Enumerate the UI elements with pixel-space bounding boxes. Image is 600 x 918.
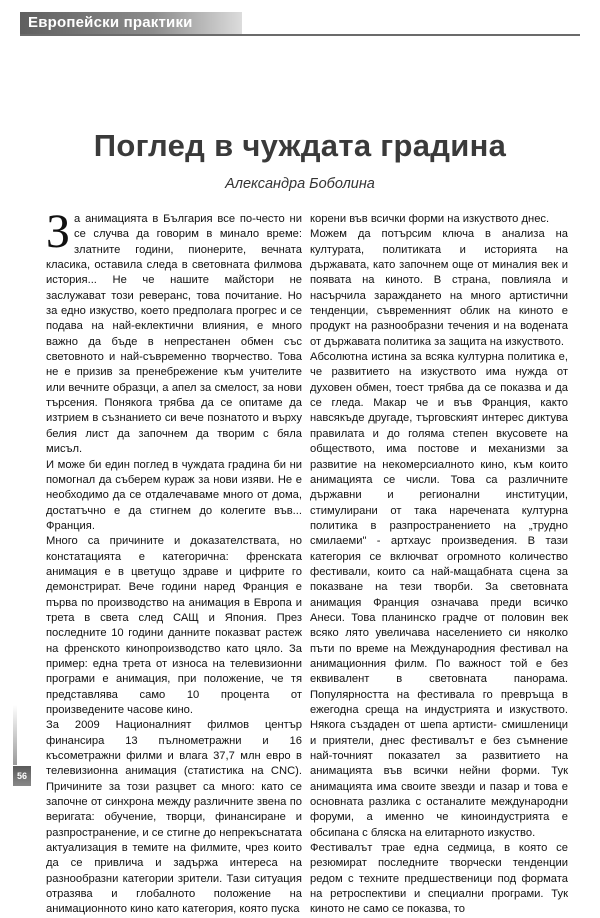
drop-cap: З	[46, 205, 71, 258]
paragraph-text: а анимацията в България все по-често ни се случва да говорим в минало време: златните години, пионерите, вечната класика, оставила следа в световната филмова история... Не че нашите майстори не заслужават този реверанс, това почитание. Но за едно изкуство, което предполага прогрес и се подава на най-еклектични влияния, е много важно да бъде в непрестанен обмен със световното и най-съвременно творчество. Това не е призив за пренебрежение към учителите или вечните образци, а апел за смелост, за нови търсения. Понякога трябва да се опитаме да изтрием в съзнанието си вече познатото и върху белия лист да започнем да творим с бяла мисъл.	[46, 213, 302, 456]
article-author: Александра Боболина	[225, 176, 375, 192]
article-title: Поглед в чуждата градина	[93, 128, 507, 163]
paragraph: Можем да потърсим ключа в анализа на културата, политиката и историята на държавата, като започнем още от миналия век и появата на киното. В страна, повлияла и насърчила зараждането на много артистични тенденции, съвременният облик на киното е продукт на разнообразни течения и на водената от държавата политика за защита на изкуството.	[310, 228, 568, 348]
section-header	[20, 12, 242, 34]
paragraph: И може би един поглед в чуждата градина би ни помогнал да съберем кураж за нови изяви. Не е необходимо да се отдалечаваме много от дома, достатъчно е да стигнем до колегите във... Франция.	[46, 458, 302, 532]
paragraph: Много са причините и доказателствата, но констатацията е категорична: френската анимация е в цветущо здраве и цифрите го демонстрират. Вече години наред Франция е първа по производство на анимация в Европа и трета в света след САЩ и Япония. През последните 10 години данните показват растеж на френското кинопроизводство като цяло. За пример: една трета от износа на телевизионни програми е анимация, при положение, че тя представлява само 10 процента от произведените часове кино.	[46, 535, 302, 716]
paragraph: Фестивалът трае една седмица, в която се резюмират последните творчески тенденции редом с техните предшественици под формата на ретроспективи и специални програми. Тук киното не само се показва, то	[310, 842, 568, 916]
section-label: Европейски практики	[28, 14, 193, 31]
paragraph	[46, 205, 302, 458]
left-column	[46, 205, 302, 916]
header-rule	[20, 34, 580, 36]
page-edge-strip	[13, 705, 17, 765]
right-column	[310, 212, 568, 916]
paragraph: За 2009 Националният филмов център финансира 13 пълнометражни и 16 късометражни филми и влага 37,7 млн евро в телевизионна анимация (статистика на CNC). Причините за този разцвет са много: като се започне от синхрона между различните звена по веригата: обучение, творци, финансиране и разпространение, и се стигне до непрекъснатата актуализация в темите на филмите, чрез които да се привлича и задържа интереса на разнообразни категории зрители. Тази ситуация отразява и глобалното положение на анимационното кино като категория, която пуска	[46, 719, 302, 916]
paragraph: корени във всички форми на изкуството днес.	[310, 213, 550, 225]
page-number: 56	[13, 766, 31, 786]
paragraph: Абсолютна истина за всяка културна политика е, че развитието на изкуството има нужда от духовен обмен, тоест трябва да се показва и да се гледа. Макар че и във Франция, както навсякъде другаде, търговският интерес диктува правилата и до голяма степен вкусовете на обществото, има постове и механизми за развитие на некомерсиалното кино, към които анимацията се числи. Това са различните държавни и регионални институции, стимулирани от така наречената културна политика в разпространението на „трудно смилаеми" - артхаус произведения. В тази категория се включват огромното количество фестивали, които са най-мащабната сцена за показване на тези творби. За световната анимация Франция означава преди всичко Анеси. Това планинско градче от половин век всяко лято увеличава населението си няколко пъти по време на Международния фестивал на анимационния филм. По важност той е без еквивалент в световната панорама. Популярността на фестивала го превръща в ежегодна среща на индустрията и изкуството. Някога създаден от шепа артисти- смишленици и приятели, днес фестивалът е без съмнение най-точният показател за развитието на анимацията във всички нейни форми. Тук анимацията има своите звезди и пазар и това е основната разлика с останалите международни форуми, а именно че киноиндустрията е обсипана с бляска на елитарното изкуство.	[310, 351, 568, 839]
